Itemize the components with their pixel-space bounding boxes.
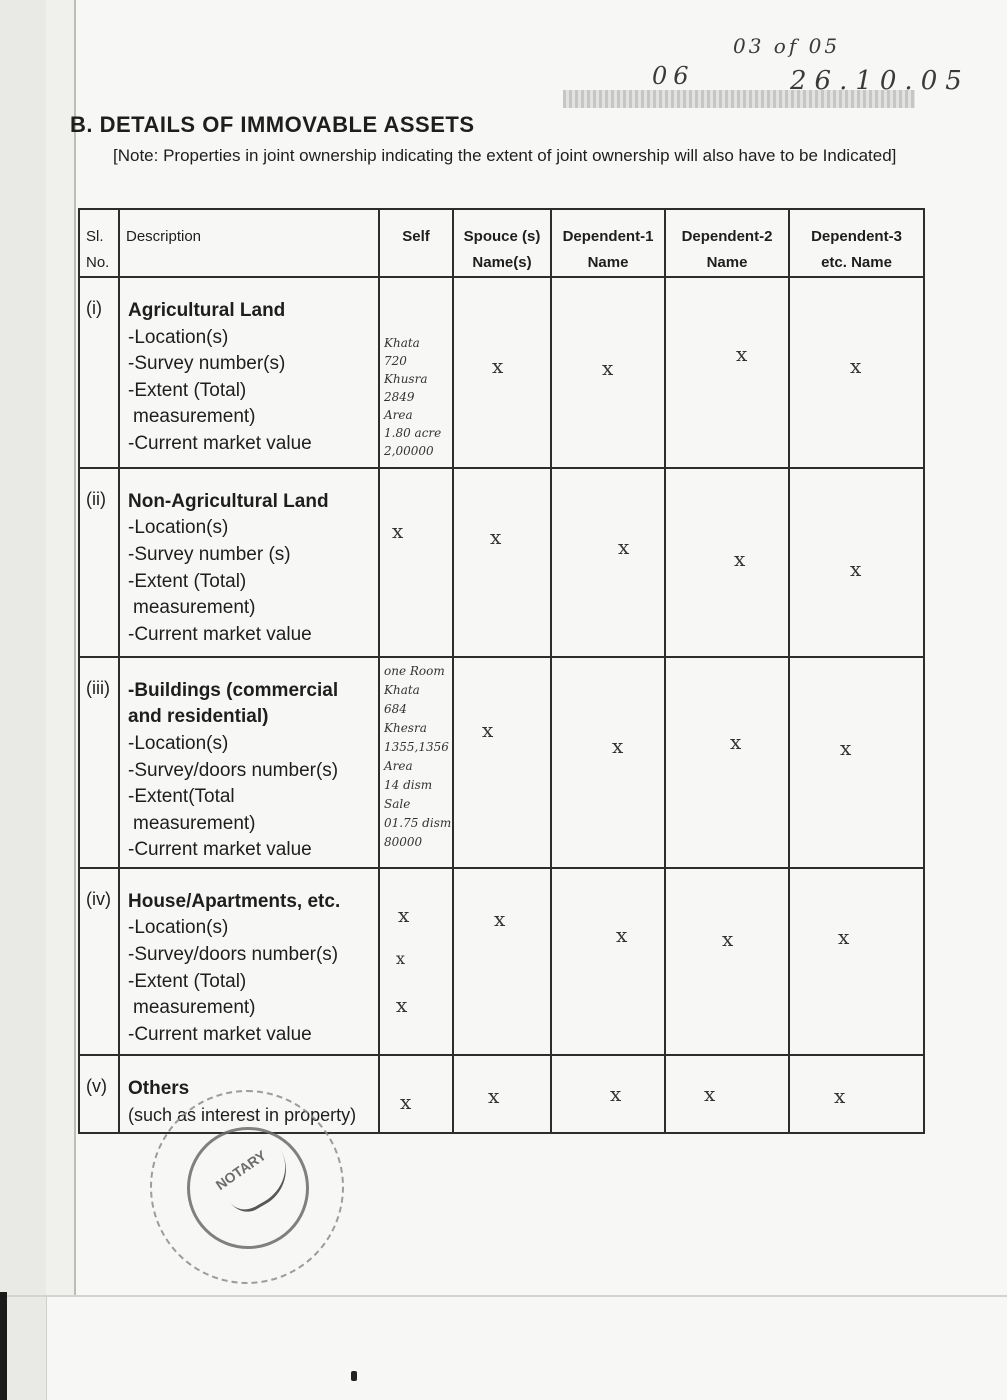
cross-mark: x [396,948,406,968]
cross-mark: x [610,1081,622,1106]
cell-dependent-1 [551,1055,665,1133]
cell-dependent-3 [789,657,924,868]
row-title: Agricultural Land [128,300,286,321]
row-sl: (i) [79,277,119,468]
row-line: -Survey number(s) [128,353,286,375]
cross-mark: x [398,902,410,927]
handwritten-page-count: 03 of 05 [733,34,841,58]
row-line: -Location(s) [128,917,229,939]
row-title: -Buildings (commercial and residential) [128,679,339,728]
cell-dependent-2 [665,657,789,868]
cell-dependent-1 [551,277,665,468]
header-dep1-line1: Dependent-1 [562,228,654,245]
header-sl [79,209,119,277]
header-spouse-line1: Spouce (s) [463,228,541,245]
header-dependent-1 [551,209,665,277]
row-line: -Survey/doors number(s) [128,943,339,965]
section-note: [Note: Properties in joint ownership indicating the extent of joint ownership will also have to be Indicated] [113,146,897,165]
cell-spouse [453,1055,551,1133]
cross-mark: x [722,926,734,951]
row-line: (such as interest in property) [128,1105,357,1126]
table-row [79,468,924,657]
row-line: measurement) [133,997,256,1019]
handwritten-date: 26.10.05 [790,66,970,96]
immovable-assets-table [78,208,925,1134]
table-row [79,868,924,1055]
cross-mark: x [834,1083,846,1108]
row-line: measurement) [133,597,256,619]
cell-dependent-2 [665,277,789,468]
row-sl: (iii) [79,657,119,868]
header-dep2-line2: Name [706,254,748,271]
cell-dependent-1 [551,468,665,657]
section-title: B. DETAILS OF IMMOVABLE ASSETS [70,112,475,137]
header-self: Self [379,209,453,277]
row-line: -Extent (Total) [128,570,247,592]
header-dependent-2 [665,209,789,277]
cross-mark: x [400,1089,412,1114]
cross-mark: x [734,546,746,571]
scan-speck [351,1371,357,1381]
cross-mark: x [396,992,408,1017]
notary-seal [150,1090,344,1284]
row-line: -Location(s) [128,732,229,754]
row-description [119,277,379,468]
cross-mark: x [850,556,862,581]
scan-left-margin [0,0,47,1400]
row-line: measurement) [133,812,256,834]
cross-mark: x [618,534,630,559]
cross-mark: x [482,717,494,742]
cell-dependent-2 [665,868,789,1055]
cell-dependent-3 [789,1055,924,1133]
row-description [119,657,379,868]
cross-mark: x [490,524,502,549]
cross-mark: x [392,518,404,543]
header-dep1-line2: Name [587,254,629,271]
row-line: -Location(s) [128,517,229,539]
handwritten-self-entry: one Room Khata 684 Khesra 1355,1356 Area 14 dism Sale 01.75 dism 80000 [384,663,452,849]
cell-dependent-1 [551,657,665,868]
row-line: -Extent (Total) [128,970,247,992]
cell-spouse [453,277,551,468]
row-line: -Current market value [128,1023,312,1045]
row-line: -Extent(Total [128,786,235,808]
row-sl: (ii) [79,468,119,657]
header-dependent-3 [789,209,924,277]
row-line: -Current market value [128,623,312,645]
redacted-strip [563,90,915,108]
cross-mark: x [730,729,742,754]
row-line: -Survey/doors number(s) [128,759,339,781]
cross-mark: x [612,733,624,758]
cross-mark: x [492,354,504,378]
cross-mark: x [494,906,506,931]
row-sl: (v) [79,1055,119,1133]
cell-dependent-3 [789,468,924,657]
cell-self [379,277,453,468]
row-line: -Location(s) [128,326,229,348]
cell-self [379,657,453,868]
row-description [119,468,379,657]
cell-spouse [453,868,551,1055]
cross-mark: x [736,342,748,366]
cross-mark: x [602,356,614,380]
header-dep3-line1: Dependent-3 [811,228,902,245]
cell-dependent-3 [789,277,924,468]
header-sl-line1: Sl. [86,228,104,245]
cross-mark: x [616,922,628,947]
table-row [79,277,924,468]
row-title: Others [128,1077,190,1099]
row-line: measurement) [133,406,256,428]
cell-spouse [453,468,551,657]
row-title: House/Apartments, etc. [128,890,341,912]
cell-self [379,868,453,1055]
row-title: Non-Agricultural Land [128,490,329,512]
scan-bottom-edge [0,1295,1007,1297]
cross-mark: x [488,1083,500,1108]
header-sl-line2: No. [86,254,110,271]
handwritten-self-entry: Khata 720 Khusra 2849 Area 1.80 acre 2,00000 [384,336,442,458]
header-dep3-line2: etc. Name [821,254,892,271]
seal-text: NOTARY [212,1146,269,1194]
row-sl: (iv) [79,868,119,1055]
cross-mark: x [838,924,850,949]
cell-dependent-1 [551,868,665,1055]
cell-dependent-2 [665,1055,789,1133]
row-line: -Current market value [128,432,312,454]
cell-dependent-3 [789,868,924,1055]
row-line: -Extent (Total) [128,379,247,401]
row-description [119,868,379,1055]
header-description: Description [119,209,379,277]
cross-mark: x [850,354,862,378]
scan-dark-edge [0,1292,7,1400]
header-spouse [453,209,551,277]
cross-mark: x [840,735,852,760]
cross-mark: x [704,1081,716,1106]
handwritten-number: 06 [652,62,695,90]
header-spouse-line2: Name(s) [472,254,532,271]
row-line: -Current market value [128,839,312,861]
cell-self [379,1055,453,1133]
table-row [79,657,924,868]
cell-spouse [453,657,551,868]
table-header-row [79,209,924,277]
cell-dependent-2 [665,468,789,657]
row-line: -Survey number (s) [128,544,291,566]
scan-page-fold [46,0,76,1295]
cell-self [379,468,453,657]
header-dep2-line1: Dependent-2 [681,228,773,245]
